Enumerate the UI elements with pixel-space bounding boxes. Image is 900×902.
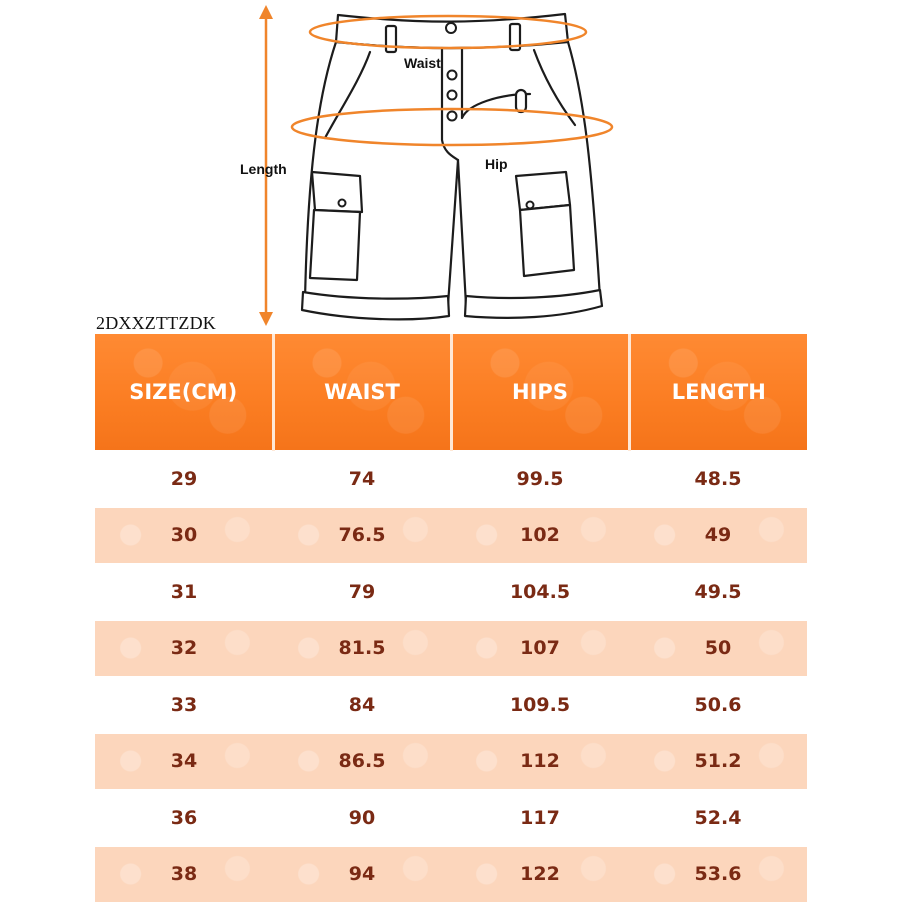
column-header-size: SIZE(CM) (95, 334, 273, 451)
column-header-length: LENGTH (629, 334, 807, 451)
table-row (95, 846, 807, 902)
cell-hips: 102 (451, 507, 629, 564)
table-row (95, 620, 807, 677)
cell-size: 36 (95, 790, 273, 847)
cell-waist: 84 (273, 677, 451, 734)
cell-waist: 86.5 (273, 733, 451, 790)
size-chart-table (95, 334, 807, 902)
cell-length: 50 (629, 620, 807, 677)
table-row (95, 507, 807, 564)
cell-waist: 81.5 (273, 620, 451, 677)
table-row (95, 451, 807, 508)
cell-size: 31 (95, 564, 273, 621)
table-header-row (95, 334, 807, 451)
cell-length: 53.6 (629, 846, 807, 902)
cell-length: 49.5 (629, 564, 807, 621)
column-header-waist: WAIST (273, 334, 451, 451)
cell-length: 48.5 (629, 451, 807, 508)
column-header-hips: HIPS (451, 334, 629, 451)
cell-waist: 90 (273, 790, 451, 847)
cell-hips: 122 (451, 846, 629, 902)
cell-size: 38 (95, 846, 273, 902)
cell-length: 50.6 (629, 677, 807, 734)
shorts-illustration (0, 0, 900, 335)
table-row (95, 564, 807, 621)
cell-length: 52.4 (629, 790, 807, 847)
cell-waist: 74 (273, 451, 451, 508)
cell-size: 33 (95, 677, 273, 734)
cell-waist: 79 (273, 564, 451, 621)
cell-waist: 94 (273, 846, 451, 902)
hip-label: Hip (485, 156, 508, 172)
cell-waist: 76.5 (273, 507, 451, 564)
cell-length: 49 (629, 507, 807, 564)
cell-size: 29 (95, 451, 273, 508)
waist-label: Waist (404, 55, 441, 71)
cell-hips: 107 (451, 620, 629, 677)
cell-hips: 99.5 (451, 451, 629, 508)
table-row (95, 733, 807, 790)
shorts-measurement-diagram (0, 0, 900, 335)
cell-hips: 109.5 (451, 677, 629, 734)
cell-size: 30 (95, 507, 273, 564)
cell-size: 34 (95, 733, 273, 790)
cell-hips: 112 (451, 733, 629, 790)
cell-hips: 104.5 (451, 564, 629, 621)
cell-length: 51.2 (629, 733, 807, 790)
shorts-outline (302, 14, 602, 319)
table-row (95, 677, 807, 734)
table-row (95, 790, 807, 847)
cell-size: 32 (95, 620, 273, 677)
length-label: Length (240, 161, 287, 177)
product-code: 2DXXZTTZDK (96, 313, 216, 333)
cell-hips: 117 (451, 790, 629, 847)
